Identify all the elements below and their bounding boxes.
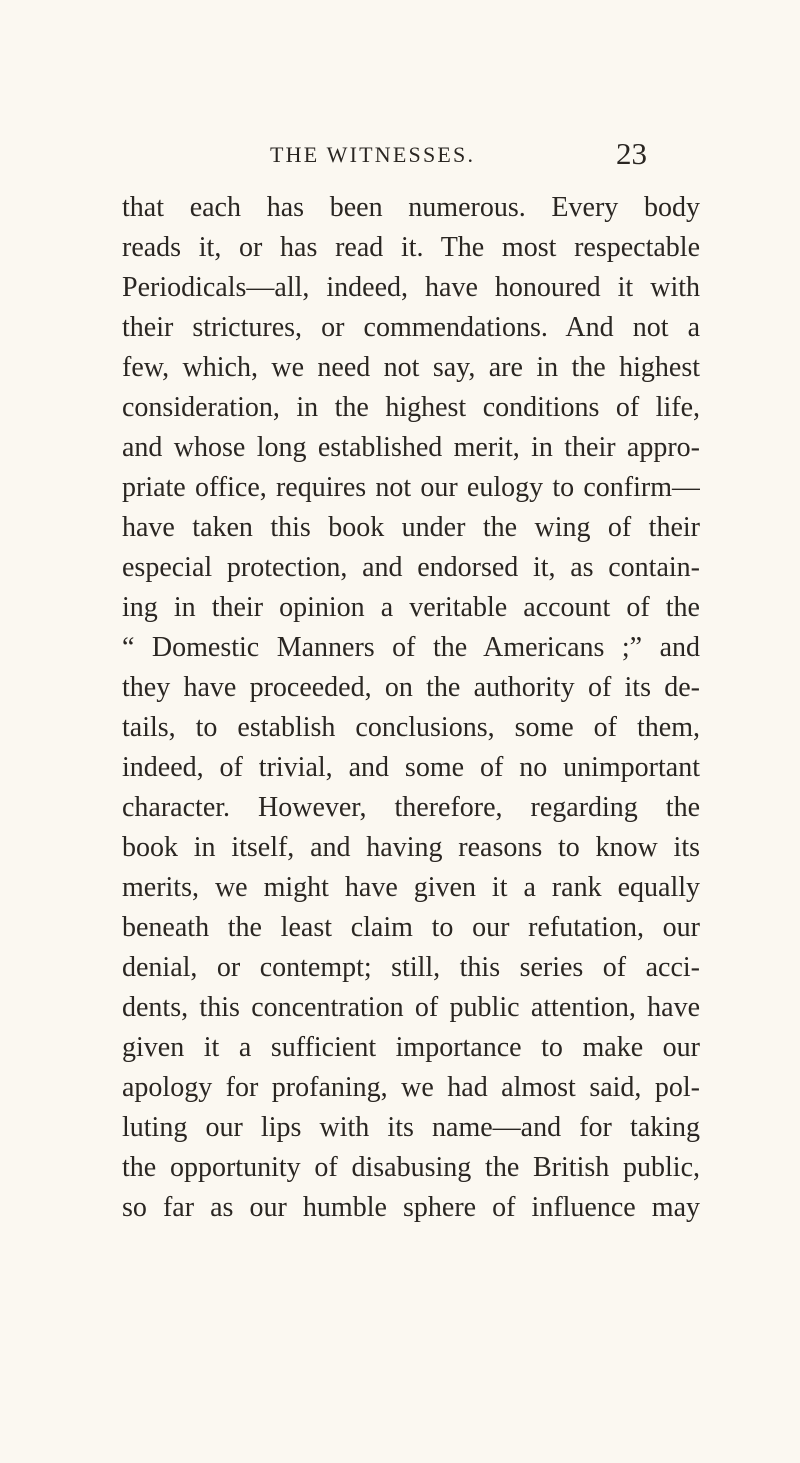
body-text <box>122 188 700 1228</box>
text-line: have taken this book under the wing of their <box>122 512 700 543</box>
text-line: beneath the least claim to our refutation, our <box>122 912 700 943</box>
text-line: indeed, of trivial, and some of no unimportant <box>122 752 700 783</box>
text-line: tails, to establish conclusions, some of them, <box>122 712 700 743</box>
text-line: and whose long established merit, in their appro- <box>122 432 700 463</box>
text-line: priate office, requires not our eulogy to confirm— <box>122 472 700 503</box>
text-line: merits, we might have given it a rank equally <box>122 872 700 903</box>
text-line: denial, or contempt; still, this series of acci- <box>122 952 700 983</box>
running-title: THE WITNESSES. <box>270 142 476 167</box>
text-line: they have proceeded, on the authority of its de- <box>122 672 700 703</box>
text-line: character. However, therefore, regarding the <box>122 792 700 823</box>
text-line: especial protection, and endorsed it, as contain- <box>122 552 700 583</box>
text-line: apology for profaning, we had almost said, pol- <box>122 1072 700 1103</box>
text-line: book in itself, and having reasons to know its <box>122 832 700 863</box>
text-line: ing in their opinion a veritable account of the <box>122 592 700 623</box>
text-line: that each has been numerous. Every body <box>122 192 700 223</box>
text-line: consideration, in the highest conditions of life, <box>122 392 700 423</box>
running-head <box>0 138 800 178</box>
text-line: luting our lips with its name—and for taking <box>122 1112 700 1143</box>
text-line: few, which, we need not say, are in the highest <box>122 352 700 383</box>
text-line: the opportunity of disabusing the British public, <box>122 1152 700 1183</box>
text-line: so far as our humble sphere of influence may <box>122 1192 700 1223</box>
page-number: 23 <box>616 136 647 171</box>
text-line: “ Domestic Manners of the Americans ;” and <box>122 632 700 663</box>
text-line: their strictures, or commendations. And not a <box>122 312 700 343</box>
text-line: Periodicals—all, indeed, have honoured it with <box>122 272 700 303</box>
text-line: given it a sufficient importance to make our <box>122 1032 700 1063</box>
text-line: reads it, or has read it. The most respectable <box>122 232 700 263</box>
text-line: dents, this concentration of public attention, have <box>122 992 700 1023</box>
